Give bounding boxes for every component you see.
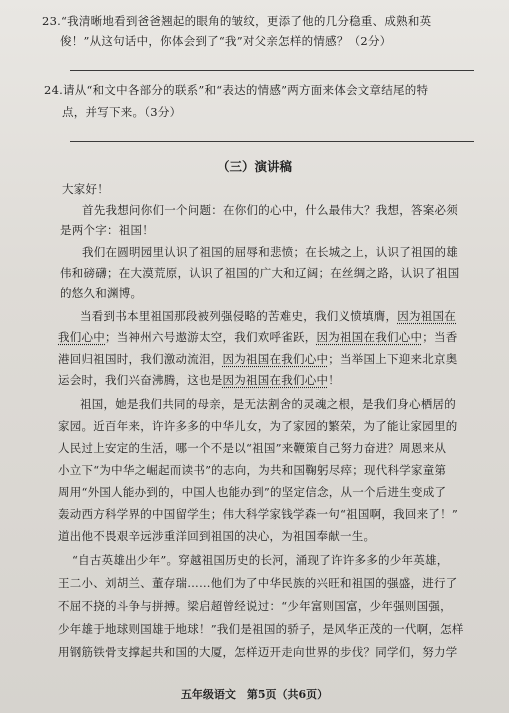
emphasis-phrase: 因为祖国在 bbox=[397, 309, 456, 323]
emphasis-phrase: 因为祖国在我们心中 bbox=[222, 373, 329, 387]
paragraph-3-line-4-text: 运会时，我们兴奋沸腾，这也是 bbox=[58, 373, 223, 387]
emphasis-phrase: 因为祖国在我们心中 bbox=[316, 330, 423, 344]
page-footer: 五年级语文 第5页（共6页） bbox=[180, 688, 329, 701]
emphasis-phrase: 因为祖国在我们心中 bbox=[222, 352, 329, 366]
paragraph-5-line-5: 用钢筋铁骨支撑起共和国的大厦，怎样迈开走向世界的步伐？同学们，努力学 bbox=[58, 645, 458, 659]
paragraph-3-line-3-text-end: ；当举国上下迎来北京奥 bbox=[328, 352, 458, 366]
paragraph-3-line-2-text-end: ；当香 bbox=[422, 330, 458, 344]
paragraph-4-line-1: 祖国，她是我们共同的母亲，是无法割舍的灵魂之根，是我们身心栖居的 bbox=[80, 397, 456, 411]
paragraph-4-line-3: 人民过上安定的生活，哪一个不是以“祖国”来鞭策自己努力奋进？周恩来从 bbox=[58, 441, 447, 455]
emphasis-phrase: 我们心中 bbox=[58, 330, 105, 344]
paragraph-2-line-1: 我们在圆明园里认识了祖国的屈辱和悲愤；在长城之上，认识了祖国的雄 bbox=[82, 245, 458, 259]
paragraph-4-line-7: 道出他不畏艰辛远涉重洋回到祖国的决心，为祖国奉献一生。 bbox=[58, 529, 376, 543]
paragraph-5-line-1: “自古英雄出少年”。穿越祖国历史的长河，涌现了许许多多的少年英雄， bbox=[72, 553, 449, 567]
paragraph-5-line-3: 不屈不挠的斗争与拼搏。梁启超曾经说过：“少年富则国富，少年强则国强， bbox=[58, 599, 452, 613]
paragraph-3-line-4-text-end: ！ bbox=[328, 373, 340, 387]
paragraph-3-line-3 bbox=[58, 352, 458, 367]
question-24-line-1: 24.请从“和文中各部分的联系”和“表达的情感”两方面来体会文章结尾的特 bbox=[44, 83, 429, 97]
paragraph-3-line-2-text: ；当神州六号遨游太空，我们欢呼雀跃， bbox=[105, 330, 317, 344]
paragraph-1-line-1: 首先我想问你们一个问题：在你们的心中，什么最伟大？我想，答案必须 bbox=[82, 203, 458, 217]
question-23-line-1: 23.“我清晰地看到爸爸翘起的眼角的皱纹，更添了他的几分稳重、成熟和英 bbox=[42, 14, 432, 28]
paragraph-4-line-2: 家园。近百年来，许许多多的中华儿女，为了家园的繁荣，为了能让家园里的 bbox=[58, 419, 458, 433]
paragraph-2-line-3: 的悠久和渊博。 bbox=[60, 286, 143, 300]
paragraph-3-line-2 bbox=[58, 330, 458, 345]
paragraph-4-line-5: 周用“外国人能办到的，中国人也能办到”的坚定信念，从一个后进生变成了 bbox=[58, 485, 447, 499]
paragraph-2-line-2: 伟和磅礴；在大漠荒原，认识了祖国的广大和辽阔；在丝绸之路，认识了祖国 bbox=[60, 266, 460, 280]
question-24-line-2: 点，并写下来。（3分） bbox=[62, 105, 182, 119]
paragraph-3-line-1-text: 当看到书本里祖国那段被列强侵略的苦难史，我们义愤填膺， bbox=[80, 309, 398, 323]
section-title: （三）演讲稿 bbox=[216, 159, 292, 174]
paragraph-5-line-2: 王二小、刘胡兰、董存瑞……他们为了中华民族的兴旺和祖国的强盛，进行了 bbox=[58, 576, 458, 590]
paragraph-4-line-4: 小立下“为中华之崛起而读书”的志向，为共和国鞠躬尽瘁；现代科学家童第 bbox=[58, 463, 447, 477]
paragraph-5-line-4: 少年雄于地球则国雄于地球！”我们是祖国的骄子，是风华正茂的一代啊，怎样 bbox=[58, 622, 464, 636]
paragraph-3-line-1 bbox=[80, 309, 456, 324]
greeting: 大家好！ bbox=[62, 182, 109, 196]
paragraph-3-line-3-text: 港回归祖国时，我们激动流泪， bbox=[58, 352, 223, 366]
paragraph-1-line-2: 是两个字：祖国！ bbox=[60, 223, 154, 237]
paragraph-4-line-6: 轰动西方科学界的中国留学生；伟大科学家钱学森一句“祖国啊，我回来了！” bbox=[58, 507, 459, 521]
question-24-answer-line[interactable] bbox=[70, 141, 474, 142]
question-23-answer-line[interactable] bbox=[70, 70, 474, 71]
question-23-line-2: 俊！”从这句话中，你体会到了“我”对父亲怎样的情感？（2分） bbox=[60, 34, 392, 48]
paragraph-3-line-4 bbox=[58, 373, 340, 388]
